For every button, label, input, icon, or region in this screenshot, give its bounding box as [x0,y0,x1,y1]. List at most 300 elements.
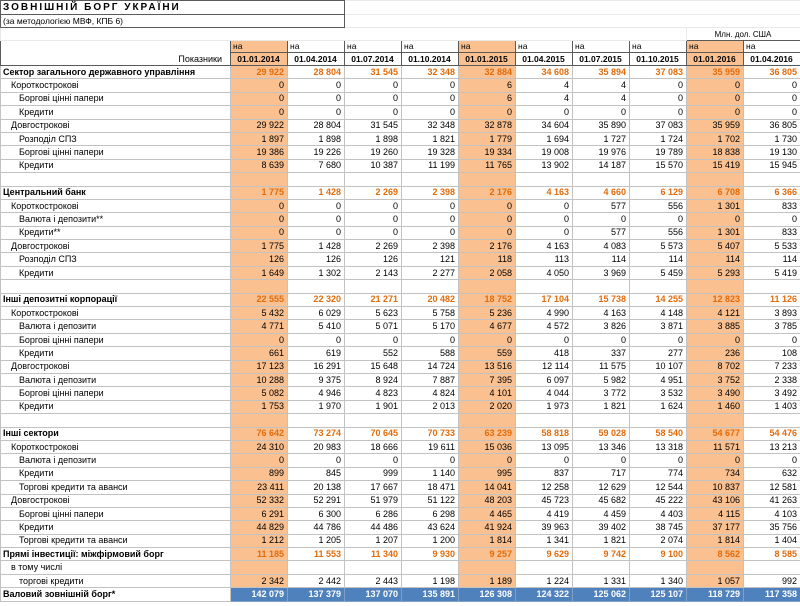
value-cell [459,561,516,574]
value-cell: 0 [345,226,402,239]
value-cell: 17 123 [231,360,288,373]
value-cell: 24 310 [231,440,288,453]
value-cell: 19 611 [402,440,459,453]
value-cell: 2 342 [231,574,288,587]
value-cell: 1 404 [744,534,800,547]
value-cell: 0 [516,454,573,467]
value-cell: 4 823 [345,387,402,400]
value-cell: 0 [402,226,459,239]
data-row [1,574,800,587]
value-cell: 44 829 [231,521,288,534]
value-cell: 52 332 [231,494,288,507]
value-cell: 7 395 [459,373,516,386]
value-cell: 6 097 [516,373,573,386]
value-cell: 10 387 [345,159,402,172]
section-row [1,548,800,561]
date-prefix-cell: на [516,41,573,53]
value-cell: 35 959 [687,119,744,132]
value-cell: 19 789 [630,146,687,159]
value-cell: 734 [687,467,744,480]
value-cell: 121 [402,253,459,266]
value-cell: 1 775 [231,186,288,199]
value-cell: 0 [459,213,516,226]
value-cell: 73 274 [288,427,345,440]
value-cell: 5 758 [402,307,459,320]
value-cell: 2 269 [345,186,402,199]
data-row [1,373,800,386]
data-row [1,467,800,480]
value-cell: 4 459 [573,507,630,520]
value-cell: 1 775 [231,240,288,253]
date-header-cell: 01.01.2014 [231,53,288,66]
value-cell: 6 291 [231,507,288,520]
data-row [1,454,800,467]
value-cell: 12 258 [516,481,573,494]
value-cell: 2 442 [288,574,345,587]
value-cell: 9 930 [402,548,459,561]
value-cell: 124 322 [516,588,573,601]
value-cell: 9 100 [630,548,687,561]
value-cell: 118 729 [687,588,744,601]
value-cell: 15 419 [687,159,744,172]
value-cell [744,414,800,427]
date-prefix-row [1,41,800,53]
value-cell: 58 818 [516,427,573,440]
row-label: Кредити [1,521,231,534]
value-cell [402,561,459,574]
data-row [1,521,800,534]
value-cell: 0 [459,199,516,212]
value-cell: 1 814 [687,534,744,547]
value-cell: 661 [231,347,288,360]
value-cell: 559 [459,347,516,360]
value-cell: 32 348 [402,66,459,79]
value-cell: 6 366 [744,186,800,199]
value-cell: 1 898 [288,132,345,145]
value-cell: 4 419 [516,507,573,520]
value-cell [687,173,744,186]
value-cell: 63 239 [459,427,516,440]
value-cell: 125 107 [630,588,687,601]
value-cell: 556 [630,226,687,239]
value-cell: 0 [402,92,459,105]
value-cell [345,173,402,186]
value-cell: 19 386 [231,146,288,159]
row-label: в тому числі [1,561,231,574]
row-label: Довгострокові [1,360,231,373]
row-label: Кредити [1,400,231,413]
value-cell: 11 765 [459,159,516,172]
value-cell [630,173,687,186]
value-cell: 1 331 [573,574,630,587]
value-cell: 0 [288,199,345,212]
row-label: Боргові цінні папери [1,387,231,400]
row-label: Кредити [1,106,231,119]
data-row [1,119,800,132]
value-cell: 0 [516,199,573,212]
value-cell [459,173,516,186]
value-cell: 3 826 [573,320,630,333]
data-row [1,494,800,507]
value-cell: 15 036 [459,440,516,453]
value-cell: 22 555 [231,293,288,306]
value-cell [459,414,516,427]
value-cell: 4 050 [516,266,573,279]
value-cell: 3 893 [744,307,800,320]
value-cell: 137 070 [345,588,402,601]
value-cell: 8 585 [744,548,800,561]
value-cell: 3 752 [687,373,744,386]
value-cell: 8 562 [687,548,744,561]
empty-cell [345,1,800,15]
title-row [1,1,800,15]
date-header-cell: 01.04.2014 [288,53,345,66]
row-label: Довгострокові [1,240,231,253]
value-cell: 2 269 [345,240,402,253]
value-cell: 14 724 [402,360,459,373]
value-cell: 9 742 [573,548,630,561]
value-cell: 11 575 [573,360,630,373]
value-cell [573,414,630,427]
value-cell [687,280,744,293]
value-cell: 833 [744,226,800,239]
row-label [1,414,231,427]
value-cell: 0 [687,106,744,119]
value-cell: 36 805 [744,66,800,79]
value-cell: 0 [345,213,402,226]
date-header-cell: 01.04.2016 [744,53,800,66]
value-cell: 1 301 [687,199,744,212]
row-label: Кредити [1,159,231,172]
value-cell [744,173,800,186]
value-cell: 4 163 [516,186,573,199]
data-row [1,132,800,145]
value-cell: 0 [231,226,288,239]
value-cell: 1 779 [459,132,516,145]
value-cell [231,280,288,293]
date-header-cell: 01.04.2015 [516,53,573,66]
empty-cell [1,28,687,41]
value-cell: 29 922 [231,119,288,132]
value-cell: 18 752 [459,293,516,306]
value-cell: 1 727 [573,132,630,145]
row-label: Короткострокові [1,79,231,92]
value-cell: 32 878 [459,119,516,132]
data-row [1,253,800,266]
value-cell [345,561,402,574]
value-cell: 59 028 [573,427,630,440]
value-cell: 0 [231,454,288,467]
value-cell [687,561,744,574]
value-cell: 3 871 [630,320,687,333]
value-cell: 7 887 [402,373,459,386]
value-cell: 0 [402,213,459,226]
row-label: Кредити [1,347,231,360]
value-cell: 11 126 [744,293,800,306]
date-header-cell: 01.01.2016 [687,53,744,66]
value-cell: 1 901 [345,400,402,413]
row-label: Короткострокові [1,307,231,320]
value-cell: 995 [459,467,516,480]
value-cell: 6 [459,92,516,105]
value-cell: 19 260 [345,146,402,159]
value-cell: 577 [573,199,630,212]
row-label: Валюта і депозити [1,454,231,467]
data-row [1,146,800,159]
value-cell: 4 771 [231,320,288,333]
value-cell: 0 [231,199,288,212]
value-cell: 0 [687,333,744,346]
value-cell: 3 490 [687,387,744,400]
value-cell: 126 [231,253,288,266]
value-cell [573,173,630,186]
value-cell: 12 581 [744,481,800,494]
value-cell: 0 [288,92,345,105]
value-cell: 992 [744,574,800,587]
value-cell: 114 [630,253,687,266]
value-cell: 6 029 [288,307,345,320]
value-cell: 2 277 [402,266,459,279]
value-cell: 0 [744,106,800,119]
value-cell: 31 545 [345,119,402,132]
value-cell: 833 [744,199,800,212]
row-label [1,173,231,186]
value-cell: 5 407 [687,240,744,253]
value-cell: 1 302 [288,266,345,279]
value-cell: 20 983 [288,440,345,453]
section-row [1,293,800,306]
value-cell: 31 545 [345,66,402,79]
value-cell: 6 708 [687,186,744,199]
value-cell: 45 682 [573,494,630,507]
value-cell: 588 [402,347,459,360]
section-row [1,66,800,79]
value-cell [288,414,345,427]
value-cell: 39 402 [573,521,630,534]
value-cell: 0 [288,333,345,346]
value-cell: 0 [288,213,345,226]
data-row [1,507,800,520]
value-cell: 4 083 [573,240,630,253]
value-cell: 5 082 [231,387,288,400]
value-cell: 1 140 [402,467,459,480]
data-row [1,347,800,360]
value-cell: 8 702 [687,360,744,373]
row-label: Інші сектори [1,427,231,440]
value-cell: 1 460 [687,400,744,413]
value-cell: 11 553 [288,548,345,561]
value-cell: 3 885 [687,320,744,333]
value-cell: 4 990 [516,307,573,320]
date-prefix-cell: на [288,41,345,53]
value-cell: 0 [573,454,630,467]
value-cell: 2 074 [630,534,687,547]
date-prefix-cell: на [687,41,744,53]
row-label: Торгові кредити та аванси [1,481,231,494]
value-cell: 11 571 [687,440,744,453]
value-cell: 0 [288,79,345,92]
value-cell: 36 805 [744,119,800,132]
value-cell: 6 286 [345,507,402,520]
value-cell: 142 079 [231,588,288,601]
value-cell: 9 257 [459,548,516,561]
value-cell: 2 338 [744,373,800,386]
value-cell: 5 410 [288,320,345,333]
value-cell: 14 187 [573,159,630,172]
units-label: Млн. дол. США [687,28,800,41]
value-cell: 20 138 [288,481,345,494]
value-cell: 5 459 [630,266,687,279]
value-cell: 18 666 [345,440,402,453]
value-cell: 1 702 [687,132,744,145]
value-cell [288,280,345,293]
value-cell: 0 [402,199,459,212]
value-cell: 48 203 [459,494,516,507]
section-row [1,186,800,199]
data-row [1,79,800,92]
value-cell: 43 624 [402,521,459,534]
value-cell: 8 639 [231,159,288,172]
value-cell: 4 148 [630,307,687,320]
value-cell: 1 898 [345,132,402,145]
value-cell: 37 177 [687,521,744,534]
value-cell: 5 293 [687,266,744,279]
value-cell: 4 [516,79,573,92]
value-cell: 4 044 [516,387,573,400]
row-label: Розподіл СПЗ [1,253,231,266]
value-cell: 35 890 [573,119,630,132]
value-cell [630,414,687,427]
value-cell: 108 [744,347,800,360]
value-cell: 837 [516,467,573,480]
data-row [1,307,800,320]
row-label: Розподіл СПЗ [1,132,231,145]
value-cell: 619 [288,347,345,360]
value-cell: 2 443 [345,574,402,587]
value-cell [516,414,573,427]
value-cell [573,280,630,293]
date-prefix-cell: на [345,41,402,53]
value-cell: 0 [516,226,573,239]
value-cell: 45 222 [630,494,687,507]
value-cell: 552 [345,347,402,360]
value-cell: 845 [288,467,345,480]
value-cell: 117 358 [744,588,800,601]
value-cell: 1 821 [402,132,459,145]
value-cell: 58 540 [630,427,687,440]
subtitle: (за методологією МВФ, КПБ 6) [1,15,345,28]
value-cell: 35 959 [687,66,744,79]
value-cell: 19 328 [402,146,459,159]
value-cell: 2 176 [459,240,516,253]
value-cell: 1 205 [288,534,345,547]
row-label: Короткострокові [1,440,231,453]
value-cell: 38 745 [630,521,687,534]
value-cell: 0 [231,106,288,119]
value-cell: 10 837 [687,481,744,494]
value-cell: 51 979 [345,494,402,507]
data-row [1,199,800,212]
value-cell: 17 667 [345,481,402,494]
value-cell: 0 [687,213,744,226]
value-cell: 0 [459,106,516,119]
value-cell: 18 471 [402,481,459,494]
row-label: Боргові цінні папери [1,507,231,520]
data-row [1,333,800,346]
value-cell: 0 [744,213,800,226]
date-prefix-cell: на [231,41,288,53]
value-cell: 13 213 [744,440,800,453]
value-cell: 39 963 [516,521,573,534]
value-cell: 0 [345,106,402,119]
value-cell: 1 730 [744,132,800,145]
date-prefix-cell: на [459,41,516,53]
value-cell: 3 492 [744,387,800,400]
value-cell: 577 [573,226,630,239]
value-cell: 14 041 [459,481,516,494]
row-label: Валюта і депозити** [1,213,231,226]
row-label [1,280,231,293]
value-cell: 41 263 [744,494,800,507]
row-label: Боргові цінні папери [1,146,231,159]
data-row [1,360,800,373]
value-cell: 0 [516,106,573,119]
row-label: Валовий зовнішній борг* [1,588,231,601]
value-cell: 1 821 [573,400,630,413]
value-cell: 19 130 [744,146,800,159]
data-row [1,440,800,453]
value-cell: 126 308 [459,588,516,601]
value-cell: 899 [231,467,288,480]
value-cell: 51 122 [402,494,459,507]
value-cell: 19 976 [573,146,630,159]
value-cell: 2 013 [402,400,459,413]
value-cell: 1 340 [630,574,687,587]
value-cell: 4 115 [687,507,744,520]
value-cell: 0 [402,333,459,346]
value-cell: 0 [231,333,288,346]
units-row [1,28,800,41]
date-header-cell: 01.10.2015 [630,53,687,66]
value-cell: 2 143 [345,266,402,279]
value-cell: 0 [744,333,800,346]
value-cell: 0 [345,454,402,467]
value-cell: 774 [630,467,687,480]
value-cell: 126 [288,253,345,266]
value-cell: 4 [573,79,630,92]
value-cell: 0 [231,92,288,105]
value-cell: 19 008 [516,146,573,159]
value-cell: 1 649 [231,266,288,279]
value-cell [231,414,288,427]
value-cell: 4 946 [288,387,345,400]
value-cell: 1 428 [288,240,345,253]
data-row [1,159,800,172]
value-cell: 1 624 [630,400,687,413]
value-cell: 0 [573,333,630,346]
value-cell [630,561,687,574]
value-cell: 556 [630,199,687,212]
value-cell: 4 465 [459,507,516,520]
value-cell [231,561,288,574]
value-cell: 1 301 [687,226,744,239]
value-cell: 12 629 [573,481,630,494]
value-cell: 277 [630,347,687,360]
spacer-row [1,280,800,293]
value-cell: 35 894 [573,66,630,79]
value-cell: 632 [744,467,800,480]
value-cell: 8 924 [345,373,402,386]
